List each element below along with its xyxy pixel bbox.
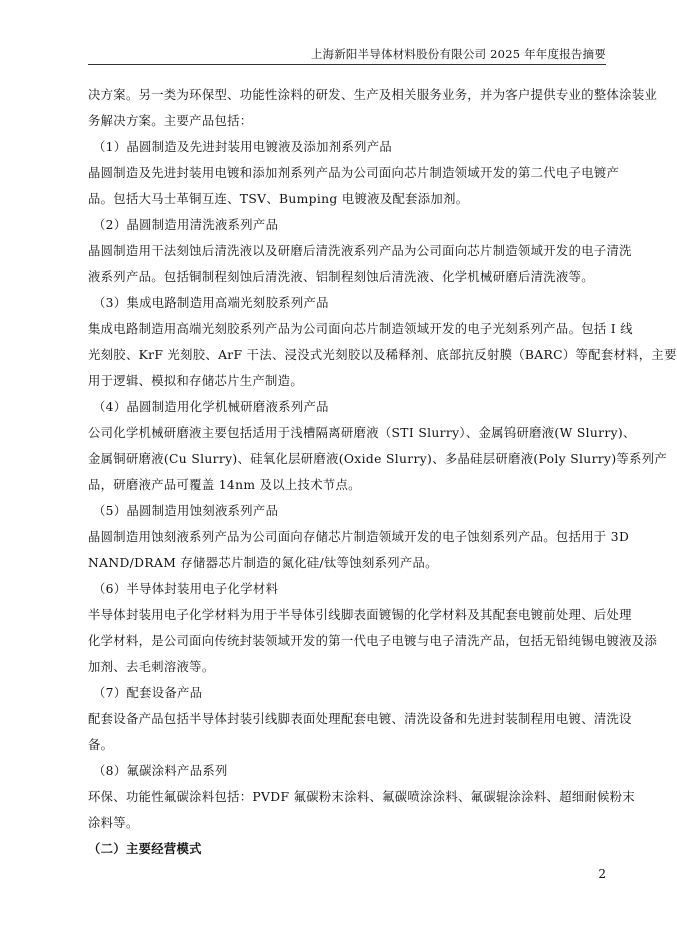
report-title: 上海新阳半导体材料股份有限公司 2025 年年度报告摘要: [310, 47, 606, 61]
body-line: 公司化学机械研磨液主要包括适用于浅槽隔离研磨液（STI Slurry）、金属钨研磨液(W Slurry)、: [88, 426, 636, 440]
body-line: 品。包括大马士革铜互连、TSV、Bumping 电镀液及配套添加剂。: [88, 192, 469, 206]
body-line: 用于逻辑、模拟和存储芯片生产制造。: [88, 374, 303, 388]
product-heading: （1）晶圆制造及先进封装用电镀液及添加剂系列产品: [93, 140, 393, 154]
body-line: 加剂、去毛刺溶液等。: [88, 660, 215, 674]
body-line: 晶圆制造及先进封装用电镀和添加剂系列产品为公司面向芯片制造领域开发的第二代电子电镀产: [88, 166, 620, 180]
body-line: 晶圆制造用干法刻蚀后清洗液以及研磨后清洗液系列产品为公司面向芯片制造领域开发的电子清洗: [88, 244, 632, 258]
product-heading: （4）晶圆制造用化学机械研磨液系列产品: [93, 400, 329, 414]
body-line: 配套设备产品包括半导体封装引线脚表面处理配套电镀、清洗设备和先进封装制程用电镀、清洗设: [88, 712, 632, 726]
body-line: 涂料等。: [88, 816, 139, 830]
product-heading: （2）晶圆制造用清洗液系列产品: [93, 218, 279, 232]
body-line: 光刻胶、KrF 光刻胶、ArF 干法、浸没式光刻胶以及稀释剂、底部抗反射膜（BARC）等配套材料，主要: [88, 348, 677, 362]
product-heading: （3）集成电路制造用高端光刻胶系列产品: [93, 296, 329, 310]
body-line: 务解决方案。主要产品包括：: [88, 114, 253, 128]
body-line: NAND/DRAM 存储器芯片制造的氮化硅/钛等蚀刻系列产品。: [88, 556, 438, 570]
body-line: 备。: [88, 738, 114, 752]
section-heading: （二）主要经营模式: [88, 841, 202, 856]
body-line: 液系列产品。包括铜制程刻蚀后清洗液、铝制程刻蚀后清洗液、化学机械研磨后清洗液等。: [88, 270, 594, 284]
body-line: 半导体封装用电子化学材料为用于半导体引线脚表面镀锡的化学材料及其配套电镀前处理、后处理: [88, 608, 632, 622]
product-heading: （8）氟碳涂料产品系列: [93, 764, 228, 778]
product-heading: （5）晶圆制造用蚀刻液系列产品: [93, 504, 279, 518]
document-body: [88, 82, 677, 862]
body-line: 环保、功能性氟碳涂料包括：PVDF 氟碳粉末涂料、氟碳喷涂涂料、氟碳辊涂涂料、超细耐候粉末: [88, 790, 636, 804]
body-line: 品，研磨液产品可覆盖 14nm 及以上技术节点。: [88, 478, 361, 492]
body-line: 化学材料，是公司面向传统封装领域开发的第一代电子电镀与电子清洗产品，包括无铅纯锡电镀液及添: [88, 634, 658, 648]
body-line: 晶圆制造用蚀刻液系列产品为公司面向存储芯片制造领域开发的电子蚀刻系列产品。包括用于 3D: [88, 530, 630, 544]
body-line: 决方案。另一类为环保型、功能性涂料的研发、生产及相关服务业务，并为客户提供专业的整体涂装业: [88, 88, 658, 102]
page-number: 2: [598, 867, 606, 881]
body-line: 金属铜研磨液(Cu Slurry)、硅氧化层研磨液(Oxide Slurry)、多晶硅层研磨液(Poly Slurry)等系列产: [88, 452, 668, 466]
page-header: [88, 44, 606, 65]
product-heading: （7）配套设备产品: [93, 686, 203, 700]
product-heading: （6）半导体封装用电子化学材料: [93, 582, 279, 596]
body-line: 集成电路制造用高端光刻胶系列产品为公司面向芯片制造领域开发的电子光刻系列产品。包括 I 线: [88, 322, 633, 336]
